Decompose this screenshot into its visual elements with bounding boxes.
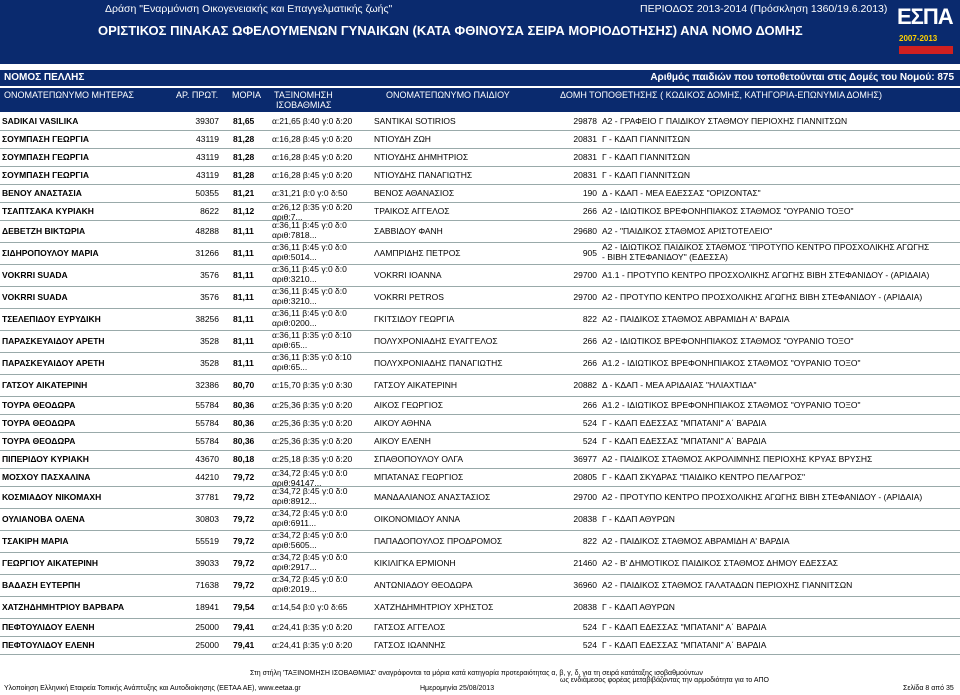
points: 79,72	[233, 514, 255, 524]
placement-structure: Α1.2 - ΙΔΙΩΤΙΚΟΣ ΒΡΕΦΟΝΗΠΙΑΚΟΣ ΣΤΑΘΜΟΣ "ΟΥΡΑΝΙΟ ΤΟΞΟ"	[602, 358, 861, 368]
structure-code: 20805	[573, 472, 597, 482]
table-row	[0, 508, 960, 531]
placement-structure: Α2 - ΠΑΙΔΙΚΟΣ ΣΤΑΘΜΟΣ ΑΒΡΑΜΙΔΗ Α' ΒΑΡΔΙΑ	[602, 314, 790, 324]
tie-break-number: αριθ:8912...	[272, 496, 317, 506]
mother-name: ΤΟΥΡΑ ΘΕΟΔΩΡΑ	[2, 436, 76, 446]
document-header	[0, 0, 960, 64]
placement-structure: Α1.2 - ΙΔΙΩΤΙΚΟΣ ΒΡΕΦΟΝΗΠΙΑΚΟΣ ΣΤΑΘΜΟΣ "ΟΥΡΑΝΙΟ ΤΟΞΟ"	[602, 400, 861, 410]
table-row	[0, 552, 960, 575]
espa-logo-bar	[899, 46, 953, 54]
points: 81,11	[233, 226, 254, 236]
placement-structure: Γ - ΚΔΑΠ ΕΔΕΣΣΑΣ "ΜΠΑΤΑΝΙ" Α΄ ΒΑΡΔΙΑ	[602, 418, 767, 428]
points: 79,54	[233, 602, 255, 612]
points: 81,28	[233, 134, 255, 144]
points: 79,72	[233, 472, 255, 482]
protocol-number: 31266	[195, 248, 219, 258]
points: 79,72	[233, 558, 255, 568]
table-row	[0, 352, 960, 375]
protocol-number: 38256	[195, 314, 219, 324]
footer-company: Υλοποίηση Ελληνική Εταιρεία Τοπικής Ανάπτυξης και Αυτοδιοίκησης (ΕΕΤΑΑ ΑΕ), www.eetaa.gr	[4, 685, 301, 692]
mother-name: ΔΕΒΕΤΖΗ ΒΙΚΤΩΡΙΑ	[2, 226, 86, 236]
mother-name: ΣΙΔΗΡΟΠΟΥΛΟΥ ΜΑΡΙΑ	[2, 248, 99, 258]
table-header	[0, 88, 960, 112]
col-header-ar: ΑΡ. ΠΡΩΤ.	[176, 90, 219, 100]
child-name: SANTIKAI SOTIRIOS	[374, 116, 456, 126]
tie-break-number: αριθ:6911...	[272, 518, 317, 528]
tie-break-number: αριθ:65...	[272, 340, 308, 350]
protocol-number: 32386	[195, 380, 219, 390]
table-row	[0, 450, 960, 469]
tie-break-ranking: α:36,11 β:35 γ:0 δ:10	[272, 330, 352, 340]
child-name: ΑΙΚΟΣ ΓΕΩΡΓΙΟΣ	[374, 400, 443, 410]
espa-logo-text: ΕΣΠΑ	[897, 4, 953, 29]
protocol-number: 43119	[195, 170, 219, 180]
table-row	[0, 166, 960, 185]
mother-name: ΠΑΡΑΣΚΕΥΑΙΔΟΥ ΑΡΕΤΗ	[2, 358, 105, 368]
structure-code: 20831	[573, 134, 597, 144]
tie-break-number: αριθ:2917...	[272, 562, 317, 572]
mother-name: ΤΣΑΚΙΡΗ ΜΑΡΙΑ	[2, 536, 69, 546]
placement-structure: Γ - ΚΔΑΠ ΑΘΥΡΩΝ	[602, 602, 675, 612]
tie-break-ranking: α:31,21 β:0 γ:0 δ:50	[272, 188, 348, 198]
table-row	[0, 574, 960, 597]
mother-name: ΒΑΔΑΣΗ ΕΥΤΕΡΠΗ	[2, 580, 81, 590]
placement-structure: Α2 - ΙΔΙΩΤΙΚΟΣ ΠΑΙΔΙΚΟΣ ΣΤΑΘΜΟΣ "ΠΡΟΤΥΠΟ ΚΕΝΤΡΟ ΠΡΟΣΧΟΛΙΚΗΣ ΑΓΩΓΗΣ	[602, 242, 930, 252]
structure-code: 29700	[573, 292, 597, 302]
placement-structure: Α2 - ΠΑΙΔΙΚΟΣ ΣΤΑΘΜΟΣ ΑΒΡΑΜΙΔΗ Α' ΒΑΡΔΙΑ	[602, 536, 790, 546]
points: 79,41	[233, 622, 255, 632]
placement-structure-cont: - ΒΙΒΗ ΣΤΕΦΑΝΙΔΟΥ" (ΕΔΕΣΣΑ)	[602, 252, 728, 262]
structure-code: 21460	[573, 558, 597, 568]
table-row	[0, 308, 960, 331]
structure-code: 524	[582, 436, 597, 446]
placement-structure: Γ - ΚΔΑΠ ΑΘΥΡΩΝ	[602, 514, 675, 524]
protocol-number: 55784	[195, 418, 219, 428]
tie-break-ranking: α:36,11 β:45 γ:0 δ:0	[272, 286, 347, 296]
child-name: ΜΠΑΤΑΝΑΣ ΓΕΩΡΓΙΟΣ	[374, 472, 464, 482]
points: 81,11	[233, 248, 254, 258]
table-row	[0, 220, 960, 243]
structure-code: 266	[582, 206, 597, 216]
footer-date: Ημερομηνία 25/08/2013	[420, 685, 495, 692]
mother-name: ΠΙΠΕΡΙΔΟΥ ΚΥΡΙΑΚΗ	[2, 454, 89, 464]
tie-break-ranking: α:21,65 β:40 γ:0 δ:20	[272, 116, 353, 126]
mother-name: ΤΟΥΡΑ ΘΕΟΔΩΡΑ	[2, 400, 76, 410]
structure-code: 190	[582, 188, 597, 198]
mother-name: ΤΣΑΠΤΣΑΚΑ ΚΥΡΙΑΚΗ	[2, 206, 94, 216]
placement-structure: Γ - ΚΔΑΠ ΓΙΑΝΝΙΤΣΩΝ	[602, 152, 691, 162]
mother-name: ΤΟΥΡΑ ΘΕΟΔΩΡΑ	[2, 418, 76, 428]
tie-break-ranking: α:36,11 β:35 γ:0 δ:10	[272, 352, 352, 362]
child-name: ΒΕΝΟΣ ΑΘΑΝΑΣΙΟΣ	[374, 188, 455, 198]
points: 79,72	[233, 492, 255, 502]
structure-code: 822	[582, 314, 597, 324]
mother-name: ΧΑΤΖΗΔΗΜΗΤΡΙΟΥ ΒΑΡΒΑΡΑ	[2, 602, 125, 612]
col-header-tax: ΤΑΞΙΝΟΜΗΣΗ	[274, 90, 333, 100]
protocol-number: 3528	[200, 358, 219, 368]
mother-name: ΜΟΣΧΟΥ ΠΑΣΧΑΛΙΝΑ	[2, 472, 91, 482]
table-row	[0, 264, 960, 287]
mother-name: VOKRRI SUADA	[2, 270, 68, 280]
child-name: ΑΙΚΟΥ ΕΛΕΝΗ	[374, 436, 431, 446]
structure-code: 524	[582, 640, 597, 650]
table-row	[0, 432, 960, 451]
table-row	[0, 148, 960, 167]
protocol-number: 3576	[200, 292, 219, 302]
mother-name: ΓΑΤΣΟΥ ΑΙΚΑΤΕΡΙΝΗ	[2, 380, 88, 390]
structure-code: 266	[582, 400, 597, 410]
tie-break-ranking: α:16,28 β:45 γ:0 δ:20	[272, 170, 353, 180]
placement-structure: Α2 - "ΠΑΙΔΙΚΟΣ ΣΤΑΘΜΟΣ ΑΡΙΣΤΟΤΕΛΕΙΟ"	[602, 226, 773, 236]
tie-break-ranking: α:25,18 β:35 γ:0 δ:20	[272, 454, 353, 464]
child-name: ΓΚΙΤΣΙΔΟΥ ΓΕΩΡΓΙΑ	[374, 314, 455, 324]
mother-name: ΠΑΡΑΣΚΕΥΑΙΔΟΥ ΑΡΕΤΗ	[2, 336, 105, 346]
placement-structure: Α1.1 - ΠΡΟΤΥΠΟ ΚΕΝΤΡΟ ΠΡΟΣΧΟΛΙΚΗΣ ΑΓΩΓΗΣ ΒΙΒΗ ΣΤΕΦΑΝΙΔΟΥ - (ΑΡΙΔΑΙΑ)	[602, 270, 930, 280]
mother-name: SADIKAI VASILIKA	[2, 116, 79, 126]
table-row	[0, 530, 960, 553]
table-row	[0, 486, 960, 509]
placement-structure: Δ - ΚΔΑΠ - ΜΕΑ ΕΔΕΣΣΑΣ "ΟΡΙΖΟΝΤΑΣ"	[602, 188, 761, 198]
tie-break-number: αριθ:3210...	[272, 296, 317, 306]
protocol-number: 50355	[195, 188, 219, 198]
placement-structure: Γ - ΚΔΑΠ ΕΔΕΣΣΑΣ "ΜΠΑΤΑΝΙ" Α΄ ΒΑΡΔΙΑ	[602, 640, 767, 650]
structure-code: 266	[582, 358, 597, 368]
child-name: ΣΑΒΒΙΔΟΥ ΦΑΝΗ	[374, 226, 443, 236]
table-row	[0, 618, 960, 637]
structure-code: 29878	[573, 116, 597, 126]
espa-logo-years: 2007-2013	[899, 34, 938, 43]
points: 80,36	[233, 418, 255, 428]
tie-break-ranking: α:25,36 β:35 γ:0 δ:20	[272, 418, 353, 428]
tie-break-number: αριθ:2019...	[272, 584, 317, 594]
tie-break-ranking: α:24,41 β:35 γ:0 δ:20	[272, 640, 353, 650]
structure-code: 266	[582, 336, 597, 346]
child-name: VOKRRI IOANNA	[374, 270, 442, 280]
child-name: ΣΠΑΘΟΠΟΥΛΟΥ ΟΛΓΑ	[374, 454, 464, 464]
tie-break-ranking: α:36,11 β:45 γ:0 δ:0	[272, 308, 347, 318]
placement-structure: Α2 - ΠΡΟΤΥΠΟ ΚΕΝΤΡΟ ΠΡΟΣΧΟΛΙΚΗΣ ΑΓΩΓΗΣ ΒΙΒΗ ΣΤΕΦΑΝΙΔΟΥ - (ΑΡΙΔΑΙΑ)	[602, 492, 923, 502]
mother-name: ΓΕΩΡΓΙΟΥ ΑΙΚΑΤΕΡΙΝΗ	[2, 558, 99, 568]
child-name: ΠΟΛΥΧΡΟΝΙΑΔΗΣ ΕΥΑΓΓΕΛΟΣ	[374, 336, 498, 346]
footer-note-2: ως ενδιάμεσος φορέας μεταβιβάζοντας την αρμοδιότητα για το ΑΠΟ	[560, 677, 770, 684]
col-header-child: ΟΝΟΜΑΤΕΠΩΝΥΜΟ ΠΑΙΔΙΟΥ	[386, 90, 510, 100]
points: 80,70	[233, 380, 255, 390]
placement-structure: Γ - ΚΔΑΠ ΕΔΕΣΣΑΣ "ΜΠΑΤΑΝΙ" Α΄ ΒΑΡΔΙΑ	[602, 436, 767, 446]
children-count-label: Αριθμός παιδιών που τοποθετούνται στις Δομές του Νομού: 875	[650, 72, 954, 83]
tie-break-number: αριθ:3210...	[272, 274, 317, 284]
mother-name: ΠΕΦΤΟΥΛΙΔΟΥ ΕΛΕΝΗ	[2, 622, 95, 632]
protocol-number: 8622	[200, 206, 219, 216]
points: 80,36	[233, 400, 255, 410]
child-name: ΝΤΙΟΥΔΗ ΖΩΗ	[374, 134, 431, 144]
points: 79,41	[233, 640, 255, 650]
mother-name: ΣΟΥΜΠΑΣΗ ΓΕΩΡΓΙΑ	[2, 170, 89, 180]
points: 79,72	[233, 580, 255, 590]
mother-name: ΚΟΣΜΙΑΔΟΥ ΝΙΚΟΜΑΧΗ	[2, 492, 102, 502]
protocol-number: 39033	[195, 558, 219, 568]
child-name: ΝΤΙΟΥΔΗΣ ΔΗΜΗΤΡΙΟΣ	[374, 152, 469, 162]
tie-break-number: αριθ:5605...	[272, 540, 317, 550]
table-row	[0, 184, 960, 203]
table-row	[0, 374, 960, 397]
child-name: ΓΑΤΣΟΣ ΙΩΑΝΝΗΣ	[374, 640, 446, 650]
tie-break-ranking: α:34,72 β:45 γ:0 δ:0	[272, 468, 348, 478]
structure-code: 20882	[573, 380, 597, 390]
mother-name: ΟΥΛΙΑΝΟΒΑ ΟΛΕΝΑ	[2, 514, 85, 524]
mother-name: ΣΟΥΜΠΑΣΗ ΓΕΩΡΓΙΑ	[2, 134, 89, 144]
espa-logo	[895, 0, 957, 60]
structure-code: 524	[582, 622, 597, 632]
child-name: VOKRRI PETROS	[374, 292, 444, 302]
structure-code: 29680	[573, 226, 597, 236]
protocol-number: 3576	[200, 270, 219, 280]
prefecture-label: ΝΟΜΟΣ ΠΕΛΛΗΣ	[4, 72, 85, 83]
col-header-dom: ΔΟΜΗ ΤΟΠΟΘΕΤΗΣΗΣ ( ΚΩΔΙΚΟΣ ΔΟΜΗΣ, ΚΑΤΗΓΟΡΙΑ-ΕΠΩΝΥΜΙΑ ΔΟΜΗΣ)	[560, 90, 882, 100]
table-row	[0, 242, 960, 265]
placement-structure: Α2 - Β' ΔΗΜΟΤΙΚΟΣ ΠΑΙΔΙΚΟΣ ΣΤΑΘΜΟΣ ΔΗΜΟΥ ΕΔΕΣΣΑΣ	[602, 558, 838, 568]
protocol-number: 55784	[195, 436, 219, 446]
child-name: ΤΡΑΙΚΟΣ ΑΓΓΕΛΟΣ	[374, 206, 450, 216]
child-name: ΠΟΛΥΧΡΟΝΙΑΔΗΣ ΠΑΝΑΓΙΩΤΗΣ	[374, 358, 503, 368]
footer-note-1: Στη στήλη 'ΤΑΞΙΝΟΜΗΣΗ ΙΣΟΒΑΘΜΙΑΣ' αναγράφονται τα μόρια κατά κατηγορία προτεραιότητας α, β, γ, δ, για τη σειρά κατάταξης ισοβαθμούντων	[250, 670, 703, 677]
structure-code: 20831	[573, 152, 597, 162]
document-title: ΟΡΙΣΤΙΚΟΣ ΠΙΝΑΚΑΣ ΩΦΕΛΟΥΜΕΝΩΝ ΓΥΝΑΙΚΩΝ (ΚΑΤΑ ΦΘΙΝΟΥΣΑ ΣΕΙΡΑ ΜΟΡΙΟΔΟΤΗΣΗΣ) ΑΝΑ ΝΟΜΟ ΔΟΜΗΣ	[98, 23, 803, 38]
child-name: ΠΑΠΑΔΟΠΟΥΛΟΣ ΠΡΟΔΡΟΜΟΣ	[374, 536, 503, 546]
child-name: ΧΑΤΖΗΔΗΜΗΤΡΙΟΥ ΧΡΗΣΤΟΣ	[374, 602, 494, 612]
placement-structure: Δ - ΚΔΑΠ - ΜΕΑ ΑΡΙΔΑΙΑΣ "ΗΛΙΑΧΤΙΔΑ"	[602, 380, 757, 390]
placement-structure: Γ - ΚΔΑΠ ΓΙΑΝΝΙΤΣΩΝ	[602, 134, 691, 144]
mother-name: ΒΕΝΟΥ ΑΝΑΣΤΑΣΙΑ	[2, 188, 82, 198]
header-subtitle: Δράση "Εναρμόνιση Οικογενειακής και Επαγγελματικής ζωής"	[105, 3, 393, 15]
tie-break-ranking: α:34,72 β:45 γ:0 δ:0	[272, 530, 348, 540]
protocol-number: 43119	[195, 152, 219, 162]
protocol-number: 43119	[195, 134, 219, 144]
tie-break-number: αριθ:7...	[272, 212, 303, 222]
placement-structure: Γ - ΚΔΑΠ ΕΔΕΣΣΑΣ "ΜΠΑΤΑΝΙ" Α΄ ΒΑΡΔΙΑ	[602, 622, 767, 632]
child-name: ΚΙΚΙΛΙΓΚΑ ΕΡΜΙΟΝΗ	[374, 558, 456, 568]
tie-break-number: αριθ:94147...	[272, 478, 322, 488]
table-row	[0, 286, 960, 309]
structure-code: 20838	[573, 514, 597, 524]
protocol-number: 39307	[195, 116, 219, 126]
structure-code: 36960	[573, 580, 597, 590]
points: 81,65	[233, 116, 255, 126]
col-header-moria: ΜΟΡΙΑ	[232, 90, 262, 100]
tie-break-ranking: α:34,72 β:45 γ:0 δ:0	[272, 552, 348, 562]
table-row	[0, 636, 960, 655]
mother-name: ΤΣΕΛΕΠΙΔΟΥ ΕΥΡΥΔΙΚΗ	[2, 314, 101, 324]
tie-break-ranking: α:16,28 β:45 γ:0 δ:20	[272, 152, 353, 162]
points: 81,11	[233, 270, 254, 280]
structure-code: 29700	[573, 492, 597, 502]
points: 81,28	[233, 152, 255, 162]
points: 81,11	[233, 292, 254, 302]
protocol-number: 55784	[195, 400, 219, 410]
mother-name: ΠΕΦΤΟΥΛΙΔΟΥ ΕΛΕΝΗ	[2, 640, 95, 650]
structure-code: 36977	[573, 454, 597, 464]
col-header-tax2: ΙΣΟΒΑΘΜΙΑΣ	[276, 100, 332, 110]
tie-break-ranking: α:26,12 β:35 γ:0 δ:20	[272, 202, 353, 212]
placement-structure: Α2 - ΙΔΙΩΤΙΚΟΣ ΒΡΕΦΟΝΗΠΙΑΚΟΣ ΣΤΑΘΜΟΣ "ΟΥΡΑΝΙΟ ΤΟΞΟ"	[602, 336, 854, 346]
col-header-mother: ΟΝΟΜΑΤΕΠΩΝΥΜΟ ΜΗΤΕΡΑΣ	[4, 90, 134, 100]
points: 81,11	[233, 358, 254, 368]
table-row	[0, 112, 960, 131]
protocol-number: 3528	[200, 336, 219, 346]
protocol-number: 48288	[195, 226, 219, 236]
structure-code: 20831	[573, 170, 597, 180]
protocol-number: 55519	[195, 536, 219, 546]
placement-structure: Α2 - ΓΡΑΦΕΙΟ Γ ΠΑΙΔΙΚΟΥ ΣΤΑΘΜΟΥ ΠΕΡΙΟΧΗΣ ΓΙΑΝΝΙΤΣΩΝ	[602, 116, 848, 126]
child-name: ΑΙΚΟΥ ΑΘΗΝΑ	[374, 418, 432, 428]
points: 80,36	[233, 436, 255, 446]
table-row	[0, 130, 960, 149]
points: 79,72	[233, 536, 255, 546]
tie-break-ranking: α:34,72 β:45 γ:0 δ:0	[272, 508, 348, 518]
table-row	[0, 468, 960, 487]
points: 81,21	[233, 188, 255, 198]
tie-break-number: αριθ:0200...	[272, 318, 317, 328]
child-name: ΛΑΜΠΡΙΔΗΣ ΠΕΤΡΟΣ	[374, 248, 461, 258]
placement-structure: Α2 - ΠΡΟΤΥΠΟ ΚΕΝΤΡΟ ΠΡΟΣΧΟΛΙΚΗΣ ΑΓΩΓΗΣ ΒΙΒΗ ΣΤΕΦΑΝΙΔΟΥ - (ΑΡΙΔΑΙΑ)	[602, 292, 923, 302]
tie-break-ranking: α:15,70 β:35 γ:0 δ:30	[272, 380, 353, 390]
tie-break-ranking: α:36,11 β:45 γ:0 δ:0	[272, 242, 347, 252]
table-row	[0, 596, 960, 619]
mother-name: ΣΟΥΜΠΑΣΗ ΓΕΩΡΓΙΑ	[2, 152, 89, 162]
structure-code: 822	[582, 536, 597, 546]
protocol-number: 37781	[195, 492, 219, 502]
placement-structure: Α2 - ΠΑΙΔΙΚΟΣ ΣΤΑΘΜΟΣ ΓΑΛΑΤΑΔΩΝ ΠΕΡΙΟΧΗΣ ΓΙΑΝΝΙΤΣΩΝ	[602, 580, 853, 590]
protocol-number: 30803	[195, 514, 219, 524]
table-row	[0, 202, 960, 221]
protocol-number: 25000	[195, 622, 219, 632]
child-name: ΓΑΤΣΟΥ ΑΙΚΑΤΕΡΙΝΗ	[374, 380, 458, 390]
tie-break-ranking: α:14,54 β:0 γ:0 δ:65	[272, 602, 348, 612]
child-name: ΝΤΙΟΥΔΗΣ ΠΑΝΑΓΙΩΤΗΣ	[374, 170, 473, 180]
tie-break-number: αριθ:5014...	[272, 252, 317, 262]
protocol-number: 18941	[195, 602, 219, 612]
placement-structure: Α2 - ΠΑΙΔΙΚΟΣ ΣΤΑΘΜΟΣ ΑΚΡΟΛΙΜΝΗΣ ΠΕΡΙΟΧΗΣ ΚΡΥΑΣ ΒΡΥΣΗΣ	[602, 454, 873, 464]
protocol-number: 44210	[195, 472, 219, 482]
tie-break-ranking: α:25,36 β:35 γ:0 δ:20	[272, 436, 353, 446]
tie-break-ranking: α:36,11 β:45 γ:0 δ:0	[272, 220, 347, 230]
points: 81,28	[233, 170, 255, 180]
prefecture-bar	[0, 70, 960, 86]
placement-structure: Α2 - ΙΔΙΩΤΙΚΟΣ ΒΡΕΦΟΝΗΠΙΑΚΟΣ ΣΤΑΘΜΟΣ "ΟΥΡΑΝΙΟ ΤΟΞΟ"	[602, 206, 854, 216]
table-row	[0, 330, 960, 353]
points: 81,11	[233, 336, 254, 346]
placement-structure: Γ - ΚΔΑΠ ΣΚΥΔΡΑΣ "ΠΑΙΔΙΚΟ ΚΕΝΤΡΟ ΠΕΛΑΓΡΟΣ"	[602, 472, 806, 482]
child-name: ΜΑΝΔΑΛΙΑΝΟΣ ΑΝΑΣΤΑΣΙΟΣ	[374, 492, 491, 502]
table-row	[0, 414, 960, 433]
tie-break-ranking: α:25,36 β:35 γ:0 δ:20	[272, 400, 353, 410]
protocol-number: 25000	[195, 640, 219, 650]
points: 81,11	[233, 314, 254, 324]
child-name: ΟΙΚΟΝΟΜΙΔΟΥ ΑΝΝΑ	[374, 514, 461, 524]
points: 80,18	[233, 454, 255, 464]
tie-break-number: αριθ:65...	[272, 362, 308, 372]
tie-break-number: αριθ:7818...	[272, 230, 317, 240]
structure-code: 29700	[573, 270, 597, 280]
table-row	[0, 396, 960, 415]
child-name: ΓΑΤΣΟΣ ΑΓΓΕΛΟΣ	[374, 622, 446, 632]
tie-break-ranking: α:36,11 β:45 γ:0 δ:0	[272, 264, 347, 274]
mother-name: VOKRRI SUADA	[2, 292, 68, 302]
structure-code: 905	[582, 248, 597, 258]
protocol-number: 43670	[195, 454, 219, 464]
tie-break-ranking: α:24,41 β:35 γ:0 δ:20	[272, 622, 353, 632]
tie-break-ranking: α:34,72 β:45 γ:0 δ:0	[272, 486, 348, 496]
structure-code: 20838	[573, 602, 597, 612]
footer-page-number: Σελίδα 8 από 35	[903, 685, 954, 692]
structure-code: 524	[582, 418, 597, 428]
tie-break-ranking: α:16,28 β:45 γ:0 δ:20	[272, 134, 353, 144]
child-name: ΑΝΤΩΝΙΑΔΟΥ ΘΕΟΔΩΡΑ	[374, 580, 473, 590]
points: 81,12	[233, 206, 255, 216]
placement-structure: Γ - ΚΔΑΠ ΓΙΑΝΝΙΤΣΩΝ	[602, 170, 691, 180]
tie-break-ranking: α:34,72 β:45 γ:0 δ:0	[272, 574, 348, 584]
header-program-period: ΠΕΡΙΟΔΟΣ 2013-2014 (Πρόσκληση 1360/19.6.2013)	[640, 3, 888, 15]
protocol-number: 71638	[195, 580, 219, 590]
